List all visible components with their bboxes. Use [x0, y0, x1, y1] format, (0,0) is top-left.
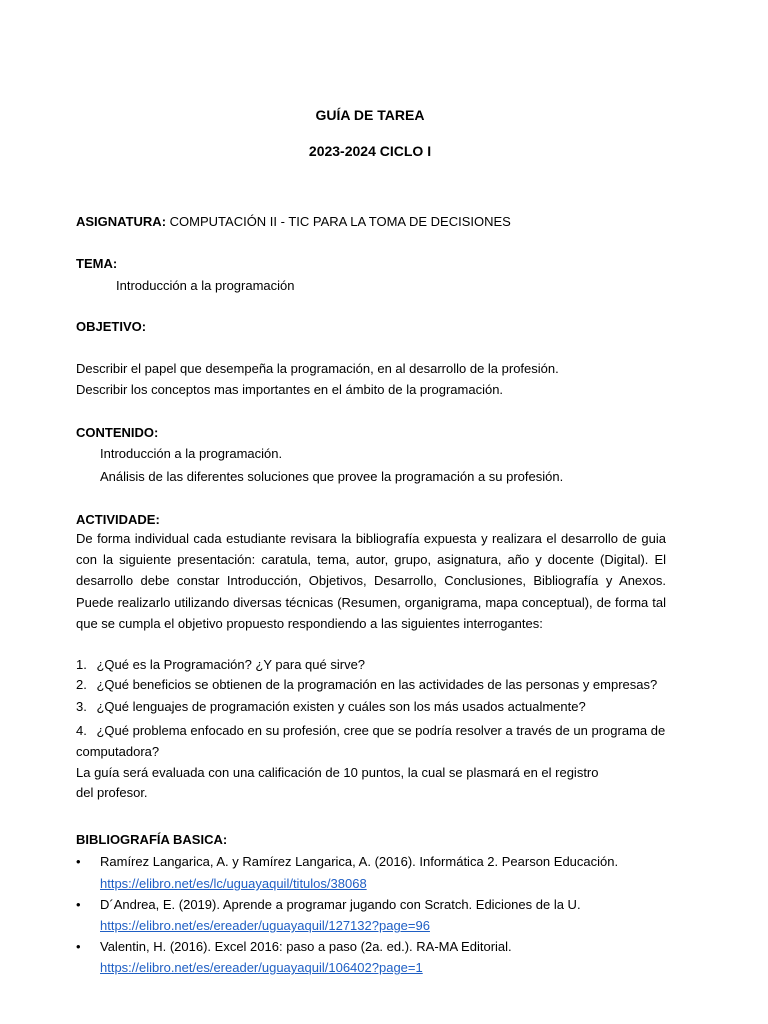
bibliography-link[interactable]: https://elibro.net/es/ereader/uguayaquil/106402?page=1: [100, 960, 423, 975]
contenido-label: CONTENIDO:: [76, 425, 159, 440]
question-text: ¿Qué problema enfocado en su profesión, cree que se podría resolver a través de un programa de: [96, 723, 666, 738]
bibliography-reference: Ramírez Langarica, A. y Ramírez Langarica, A. (2016). Informática 2. Pearson Educación.: [100, 854, 619, 869]
asignatura-line: [76, 214, 511, 229]
closing-line: La guía será evaluada con una calificación de 10 puntos, la cual se plasmará en el registro: [76, 765, 599, 780]
bullet-icon: •: [76, 939, 81, 954]
tema-value: Introducción a la programación: [116, 278, 295, 293]
actividade-paragraph: De forma individual cada estudiante revisara la bibliografía expuesta y realizara el desarrollo de guia con la siguiente presentación: caratula, tema, autor, grupo, asignatura, año y docente (Digital). El desarrollo debe constar Introducción, Objetivos, Desarrollo, Conclusiones, Bibliografía y Anexos. Puede realizarlo utilizando diversas técnicas (Resumen, organigrama, mapa conceptual), de forma tal que se cumpla el objetivo propuesto respondiendo a las siguientes interrogantes:: [76, 531, 666, 631]
question-number: 4.: [76, 723, 87, 738]
bullet-icon: •: [76, 854, 81, 869]
question-number: 3.: [76, 699, 87, 714]
document-title: GUÍA DE TAREA: [315, 107, 425, 123]
bibliography-reference: D´Andrea, E. (2019). Aprende a programar jugando con Scratch. Ediciones de la U.: [100, 897, 581, 912]
asignatura-label: ASIGNATURA:: [76, 214, 167, 229]
question-text: ¿Qué beneficios se obtienen de la programación en las actividades de las personas y empresas?: [96, 677, 658, 692]
contenido-item: Introducción a la programación.: [100, 446, 283, 461]
question-item: [76, 677, 657, 692]
bullet-icon: •: [76, 897, 81, 912]
question-number: 1.: [76, 657, 87, 672]
objetivo-line: Describir el papel que desempeña la programación, en al desarrollo de la profesión.: [76, 361, 559, 376]
question-text: ¿Qué es la Programación? ¿Y para qué sirve?: [96, 657, 366, 672]
bibliography-link[interactable]: https://elibro.net/es/ereader/uguayaquil/127132?page=96: [100, 918, 430, 933]
question-item: [76, 723, 665, 738]
document-subtitle: 2023-2024 CICLO I: [308, 143, 432, 159]
closing-line: del profesor.: [76, 785, 148, 800]
asignatura-value: COMPUTACIÓN II - TIC PARA LA TOMA DE DECISIONES: [169, 214, 511, 229]
tema-label: TEMA:: [76, 256, 118, 271]
question-text-continued: computadora?: [76, 744, 160, 759]
question-item: [76, 699, 586, 714]
actividade-label: ACTIVIDADE:: [76, 512, 160, 527]
question-item: [76, 657, 365, 672]
question-text: ¿Qué lenguajes de programación existen y cuáles son los más usados actualmente?: [96, 699, 586, 714]
objetivo-label: OBJETIVO:: [76, 319, 147, 334]
question-number: 2.: [76, 677, 87, 692]
objetivo-line: Describir los conceptos mas importantes en el ámbito de la programación.: [76, 382, 504, 397]
bibliography-link[interactable]: https://elibro.net/es/lc/uguayaquil/titulos/38068: [100, 876, 367, 891]
bibliography-reference: Valentin, H. (2016). Excel 2016: paso a paso (2a. ed.). RA-MA Editorial.: [100, 939, 512, 954]
contenido-item: Análisis de las diferentes soluciones que provee la programación a su profesión.: [100, 469, 564, 484]
bibliografia-label: BIBLIOGRAFÍA BASICA:: [76, 832, 228, 847]
